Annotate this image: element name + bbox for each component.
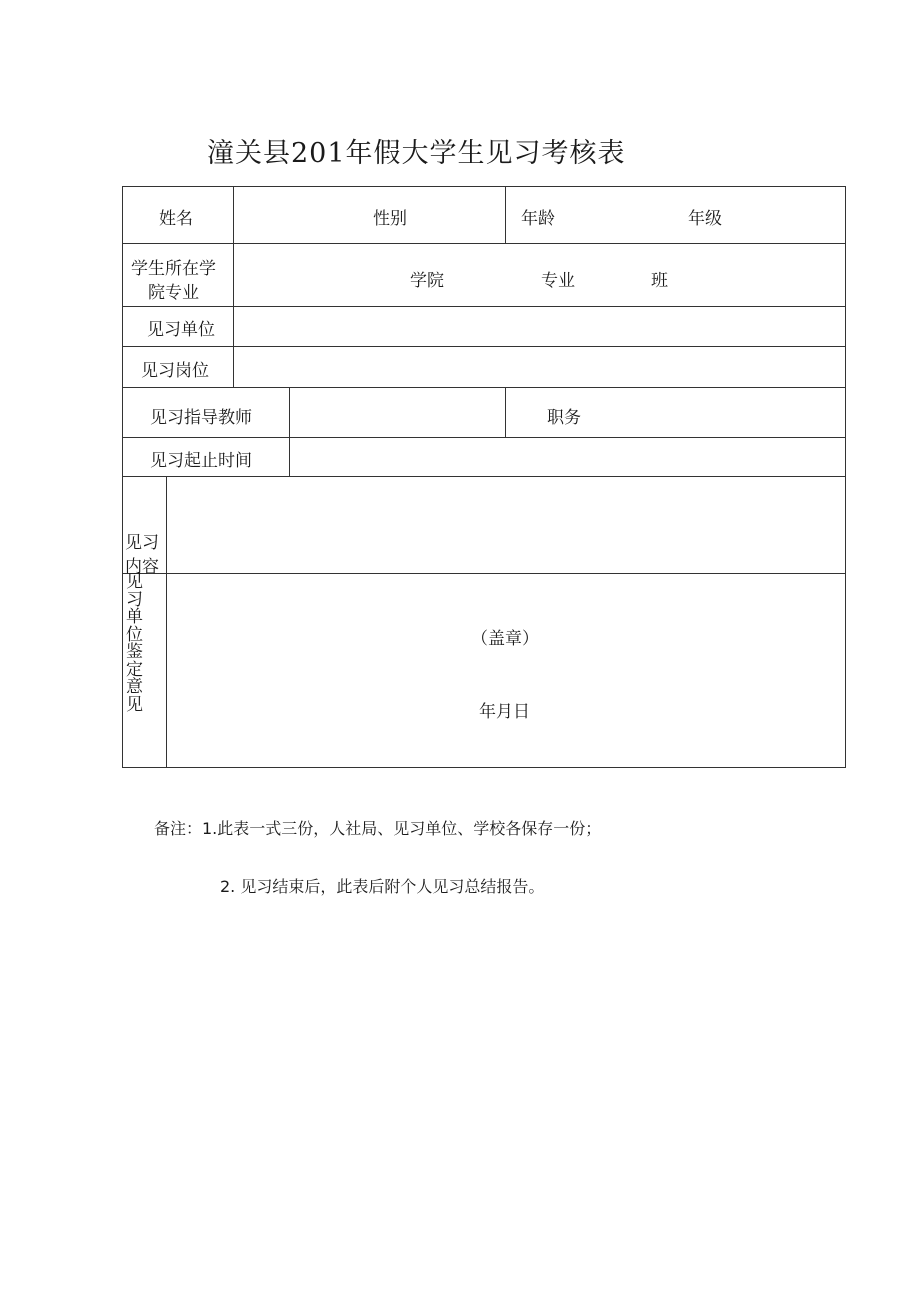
row-divider [123, 346, 845, 347]
content-label-line2: 内容 [125, 557, 159, 577]
college-label: 学院 [410, 271, 444, 291]
age-label: 年龄 [521, 209, 555, 229]
date-label: 年月日 [479, 702, 530, 722]
internship-position-label: 见习岗位 [141, 361, 209, 381]
internship-unit-label: 见习单位 [147, 320, 215, 340]
college-major-label-line1: 学生所在学 [131, 259, 216, 279]
gender-label: 性别 [373, 209, 407, 229]
seal-label: （盖章） [471, 629, 539, 649]
mentor-label: 见习指导教师 [150, 408, 252, 428]
duty-label: 职务 [547, 408, 581, 428]
column-divider [289, 387, 290, 476]
college-major-label-line2: 院专业 [148, 283, 199, 303]
grade-label: 年级 [688, 209, 722, 229]
column-divider [505, 387, 506, 437]
page-title: 潼关县201年假大学生见习考核表 [207, 138, 626, 169]
note-line-2: 2. 见习结束后，此表后附个人见习总结报告。 [220, 877, 545, 896]
period-label: 见习起止时间 [150, 451, 252, 471]
major-label: 专业 [541, 271, 575, 291]
assessment-form-table [122, 186, 846, 768]
row-divider [123, 306, 845, 307]
row-divider [123, 243, 845, 244]
name-label: 姓名 [159, 209, 193, 229]
column-divider [166, 476, 167, 767]
class-label: 班 [651, 271, 668, 291]
content-label-line1: 见习 [125, 533, 159, 553]
appraisal-label: 见习单位鉴定意见 [126, 572, 143, 715]
row-divider [123, 573, 845, 574]
row-divider [123, 387, 845, 388]
note-line-1: 备注：1.此表一式三份，人社局、见习单位、学校各保存一份； [154, 819, 602, 838]
row-divider [123, 476, 845, 477]
column-divider [233, 187, 234, 387]
row-divider [123, 437, 845, 438]
column-divider [505, 187, 506, 243]
